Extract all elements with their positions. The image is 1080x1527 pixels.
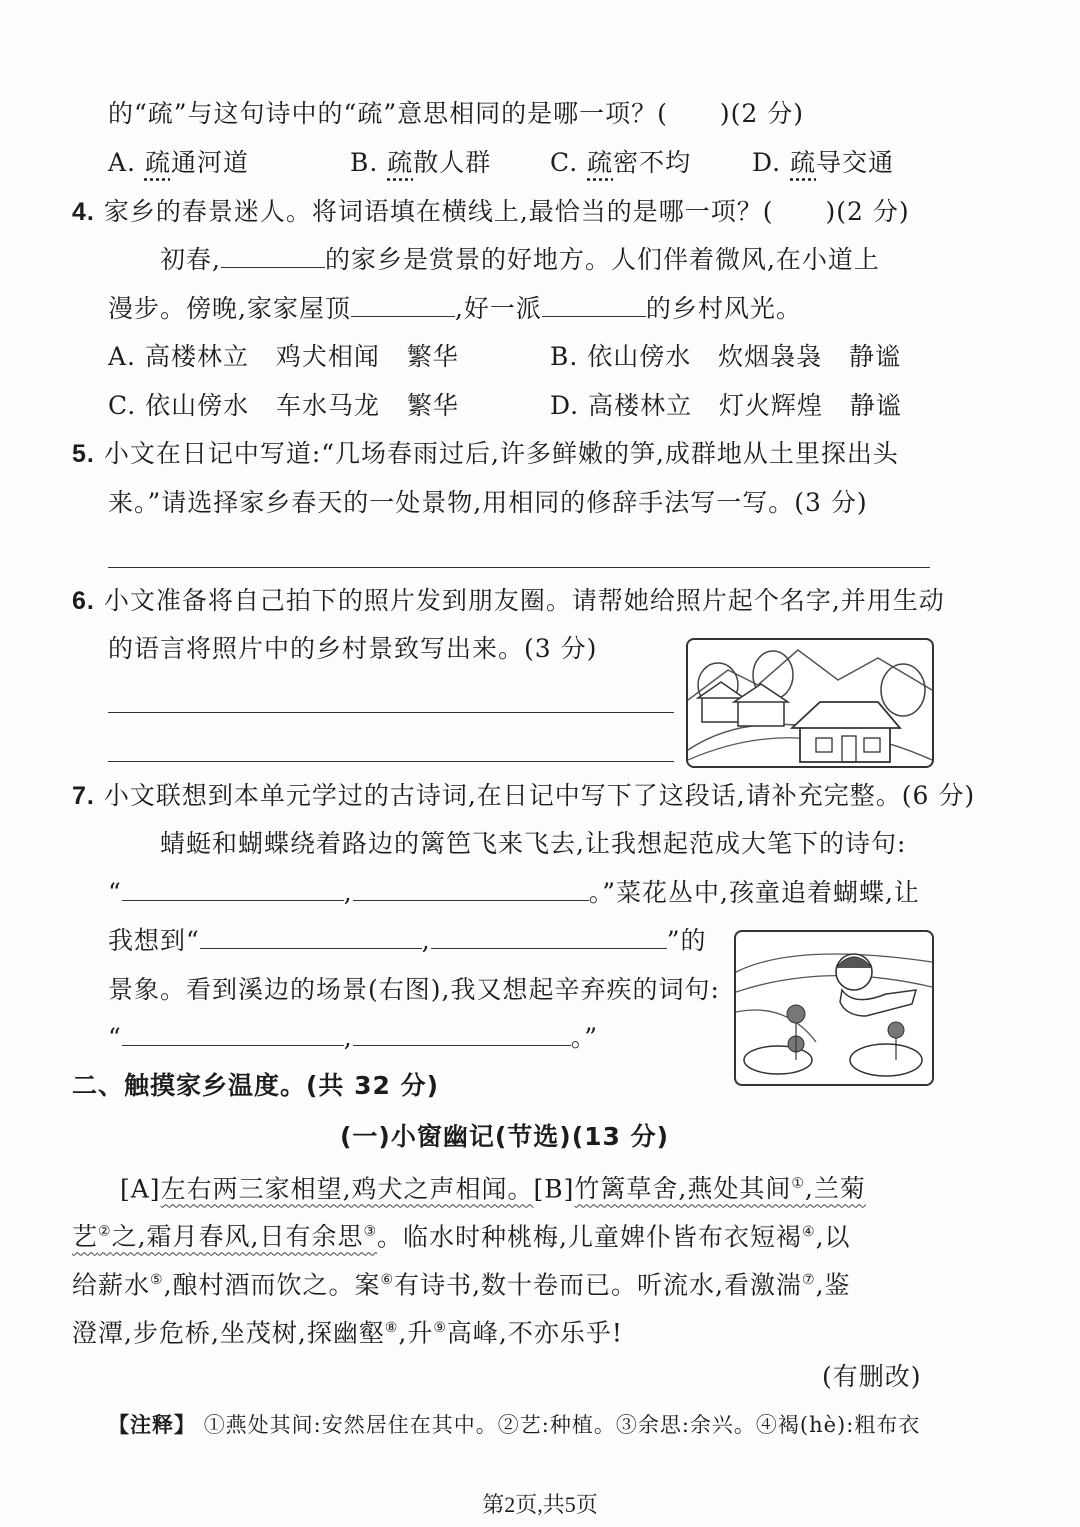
q7-line1: 蜻蜓和蝴蝶绕着路边的篱笆飞来飞去,让我想起范成大笔下的诗句:: [160, 829, 907, 858]
q5-line2: 来。”请选择家乡春天的一处景物,用相同的修辞手法写一写。(3 分): [108, 488, 868, 517]
q4-blank-2[interactable]: [351, 294, 455, 317]
q4-stem: 4. 家乡的春景迷人。将词语填在横线上,最恰当的是哪一项？( )(2 分): [72, 197, 910, 226]
q4-option-c[interactable]: C. 依山傍水 车水马龙 繁华: [108, 391, 459, 420]
notes-label: 【注释】: [108, 1412, 196, 1437]
q3-stem-tail: 的“疏”与这句诗中的“疏”意思相同的是哪一项？( )(2 分): [108, 99, 804, 128]
q5-line1: 5. 小文在日记中写道:“几场春雨过后,许多鲜嫩的笋,成群地从土里探出头: [72, 439, 899, 468]
q7-line3: 我想到“ , ”的: [108, 926, 707, 955]
q3-option-b[interactable]: B. 疏散人群: [350, 148, 492, 177]
passage-source: (有删改): [822, 1362, 922, 1391]
q7-blank-3[interactable]: [200, 926, 422, 949]
passage-line3: 给薪水⑤,酿村酒而饮之。案⑥有诗书,数十卷而已。听流水,看激湍⑦,鉴: [72, 1270, 851, 1300]
q7-line5: “ , 。”: [108, 1023, 599, 1052]
q7-blank-5[interactable]: [122, 1023, 344, 1046]
q7-line4: 景象。看到溪边的场景(右图),我又想起辛弃疾的词句:: [108, 975, 720, 1004]
q4-option-a[interactable]: A. 高楼林立 鸡犬相闻 繁华: [108, 342, 459, 371]
section-2-title: 二、触摸家乡温度。(共 32 分): [72, 1071, 440, 1100]
passage-line1: [A]左右两三家相望,鸡犬之声相闻。[B]竹篱草舍,燕处其间①,兰菊: [120, 1174, 866, 1204]
q4-option-b[interactable]: B. 依山傍水 炊烟袅袅 静谧: [550, 342, 902, 371]
q4-blank-3[interactable]: [542, 294, 646, 317]
q7-blank-6[interactable]: [353, 1023, 571, 1046]
q7-blank-4[interactable]: [431, 926, 667, 949]
village-scene-image: [688, 640, 932, 766]
notes: [108, 1408, 920, 1442]
stream-picture: [734, 930, 934, 1086]
village-picture: [686, 638, 934, 768]
q6-line2: 的语言将照片中的乡村景致写出来。(3 分): [108, 634, 598, 663]
q6-answer-line-1[interactable]: [108, 712, 674, 713]
q5-answer-line[interactable]: [108, 567, 930, 568]
q6-line1: 6. 小文准备将自己拍下的照片发到朋友圈。请帮她给照片起个名字,并用生动: [72, 586, 945, 615]
q3-option-a[interactable]: A. 疏通河道: [108, 148, 249, 177]
q4-passage-line2: 漫步。傍晚,家家屋顶 ,好一派 的乡村风光。: [108, 294, 802, 323]
q7-line2: “ , 。”菜花丛中,孩童追着蝴蝶,让: [108, 878, 920, 907]
q6-answer-line-2[interactable]: [108, 761, 674, 762]
q3-option-c[interactable]: C. 疏密不均: [550, 148, 692, 177]
section-2-subtitle: (一)小窗幽记(节选)(13 分): [340, 1122, 670, 1151]
passage-line2: 艺②之,霜月春风,日有余思③。临水时种桃梅,儿童婢仆皆布衣短褐④,以: [72, 1222, 851, 1252]
q7-stem: 7. 小文联想到本单元学过的古诗词,在日记中写下了这段话,请补充完整。(6 分): [72, 781, 976, 810]
q7-blank-2[interactable]: [353, 878, 589, 901]
q3-option-d[interactable]: D. 疏导交通: [752, 148, 895, 177]
q7-blank-1[interactable]: [122, 878, 344, 901]
q4-option-d[interactable]: D. 高楼林立 灯火辉煌 静谧: [550, 391, 902, 420]
passage-line4: 澄潭,步危桥,坐茂树,探幽壑⑧,升⑨高峰,不亦乐乎!: [72, 1318, 623, 1348]
child-by-stream-image: [736, 932, 932, 1084]
page-number: 第2页,共5页: [482, 1492, 598, 1517]
notes-text: ①燕处其间:安然居住在其中。②艺:种植。③余思:余兴。④褐(hè):粗布衣: [203, 1413, 921, 1437]
q4-blank-1[interactable]: [221, 245, 325, 268]
q4-passage-line1: 初春, 的家乡是赏景的好地方。人们伴着微风,在小道上: [160, 245, 880, 274]
